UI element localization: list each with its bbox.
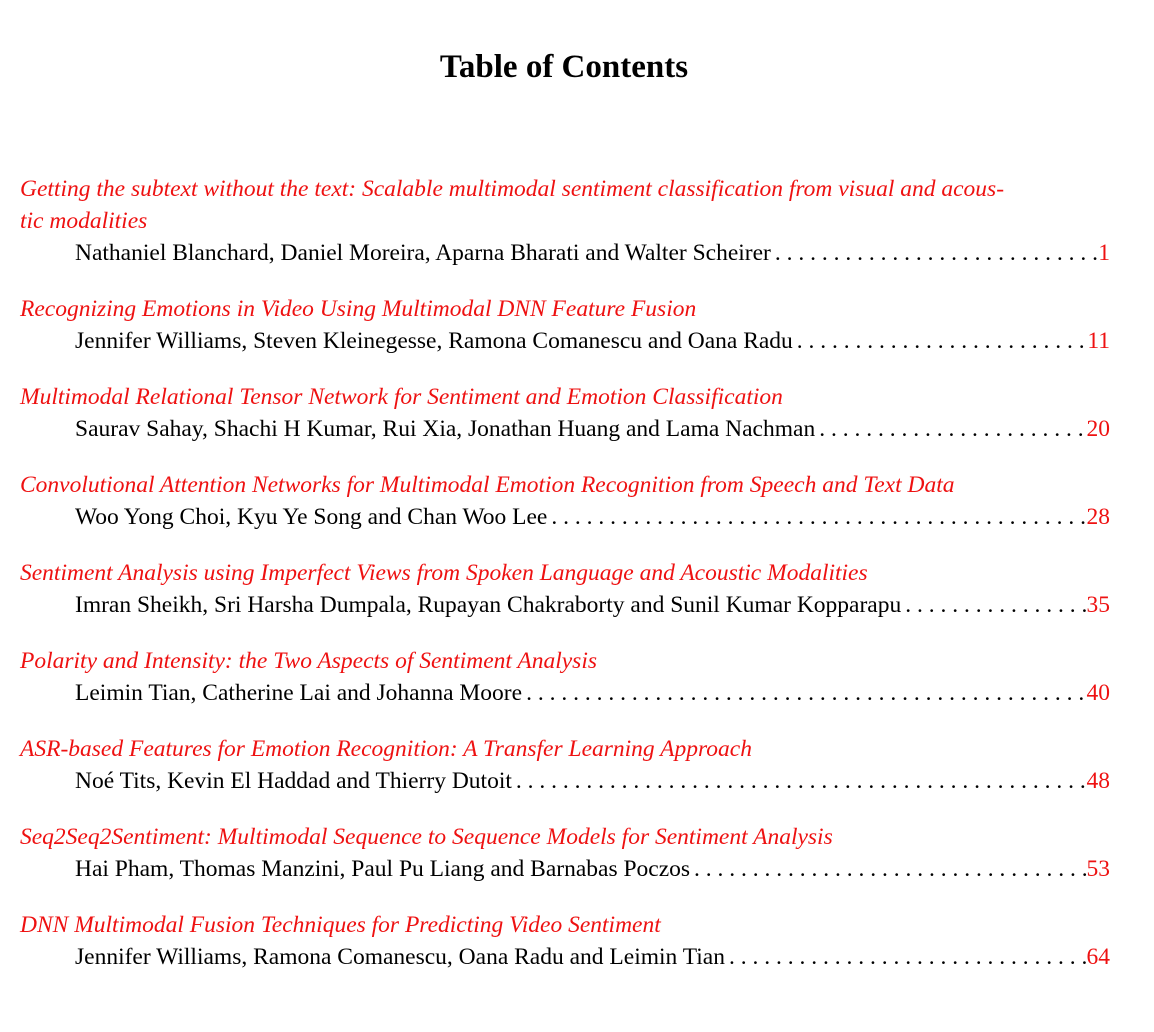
paper-title-link[interactable]: [20, 733, 1110, 765]
paper-title-text: Getting the subtext without the text: Scalable multimodal sentiment classification from visual and acous-: [20, 176, 1005, 202]
paper-title-link[interactable]: [20, 381, 1110, 413]
paper-title-text: DNN Multimodal Fusion Techniques for Predicting Video Sentiment: [20, 912, 661, 938]
paper-title-link[interactable]: [20, 645, 1110, 677]
paper-title-text: Seq2Seq2Sentiment: Multimodal Sequence to Sequence Models for Sentiment Analysis: [20, 824, 833, 850]
dot-leader: [547, 501, 1086, 533]
author-line: [75, 765, 1110, 797]
paper-title-text: Recognizing Emotions in Video Using Multimodal DNN Feature Fusion: [20, 296, 697, 322]
page-number-link[interactable]: 1: [1098, 240, 1110, 266]
toc-entry: [20, 381, 1110, 445]
page-number-link[interactable]: 48: [1086, 768, 1110, 794]
toc-entry: [20, 909, 1110, 973]
paper-title-link[interactable]: [20, 469, 1110, 501]
dot-leader: [512, 765, 1087, 797]
paper-authors: Nathaniel Blanchard, Daniel Moreira, Aparna Bharati and Walter Scheirer: [75, 240, 771, 266]
author-line: [75, 677, 1110, 709]
author-line: [75, 853, 1110, 885]
dot-leader: [690, 853, 1086, 885]
page-number-link[interactable]: 28: [1086, 504, 1110, 530]
paper-title-link[interactable]: [20, 173, 1110, 237]
author-line: [75, 501, 1110, 533]
page-number-link[interactable]: 11: [1087, 328, 1110, 354]
paper-title-text: ASR-based Features for Emotion Recognition: A Transfer Learning Approach: [20, 736, 752, 762]
dot-leader: [793, 325, 1088, 357]
paper-authors: Saurav Sahay, Shachi H Kumar, Rui Xia, Jonathan Huang and Lama Nachman: [75, 416, 816, 442]
paper-title-link[interactable]: [20, 821, 1110, 853]
paper-authors: Jennifer Williams, Ramona Comanescu, Oana Radu and Leimin Tian: [75, 944, 725, 970]
dot-leader: [522, 677, 1086, 709]
dot-leader: [815, 413, 1086, 445]
author-line: [75, 237, 1110, 269]
paper-authors: Leimin Tian, Catherine Lai and Johanna Moore: [75, 680, 523, 706]
paper-authors: Imran Sheikh, Sri Harsha Dumpala, Rupayan Chakraborty and Sunil Kumar Kopparapu: [75, 592, 902, 618]
paper-title-link[interactable]: [20, 909, 1110, 941]
paper-title-text: Multimodal Relational Tensor Network for Sentiment and Emotion Classification: [20, 384, 783, 410]
paper-authors: Woo Yong Choi, Kyu Ye Song and Chan Woo Lee: [75, 504, 548, 530]
paper-title-text: Sentiment Analysis using Imperfect Views from Spoken Language and Acoustic Modalities: [20, 560, 868, 586]
paper-title-text: Polarity and Intensity: the Two Aspects of Sentiment Analysis: [20, 648, 597, 674]
toc-entry: [20, 293, 1110, 357]
page-number-link[interactable]: 35: [1086, 592, 1110, 618]
author-line: [75, 413, 1110, 445]
page-number-link[interactable]: 40: [1086, 680, 1110, 706]
paper-authors: Hai Pham, Thomas Manzini, Paul Pu Liang and Barnabas Poczos: [75, 856, 691, 882]
toc-entry: [20, 469, 1110, 533]
paper-title-continuation: tic modalities: [20, 208, 148, 234]
author-line: [75, 325, 1110, 357]
toc-entry: [20, 173, 1110, 269]
toc-entry: [20, 821, 1110, 885]
paper-title-text: Convolutional Attention Networks for Multimodal Emotion Recognition from Speech and Text Data: [20, 472, 955, 498]
page-number-link[interactable]: 53: [1086, 856, 1110, 882]
dot-leader: [725, 941, 1087, 973]
paper-authors: Noé Tits, Kevin El Haddad and Thierry Dutoit: [75, 768, 512, 794]
dot-leader: [771, 237, 1098, 269]
dot-leader: [901, 589, 1086, 621]
page-title: Table of Contents: [439, 49, 689, 85]
author-line: [75, 941, 1110, 973]
paper-title-link[interactable]: [20, 557, 1110, 589]
paper-title-link[interactable]: [20, 293, 1110, 325]
page-number-link[interactable]: 20: [1086, 416, 1110, 442]
author-line: [75, 589, 1110, 621]
page-number-link[interactable]: 64: [1086, 944, 1110, 970]
toc-entry: [20, 557, 1110, 621]
toc-entry: [20, 733, 1110, 797]
toc-list: [20, 173, 1110, 997]
toc-entry: [20, 645, 1110, 709]
paper-authors: Jennifer Williams, Steven Kleinegesse, Ramona Comanescu and Oana Radu: [75, 328, 793, 354]
